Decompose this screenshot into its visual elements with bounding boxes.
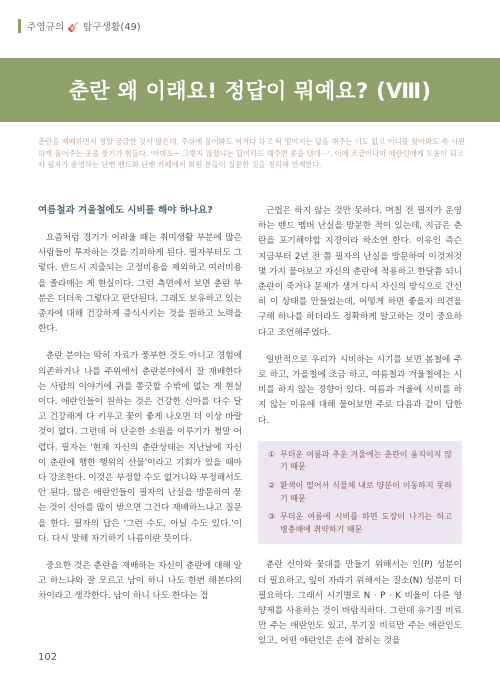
- callout-number: ②: [268, 481, 276, 491]
- series-header: [18, 18, 141, 34]
- callout-item: [268, 511, 452, 536]
- series-accent-bar: [18, 19, 21, 33]
- page-number: 102: [38, 652, 58, 663]
- reasons-callout-box: [258, 441, 462, 545]
- body-paragraph: 요즘처럼 경기가 어려울 때는 취미생활 부분에 많은 사람들이 투자하는 것을 기피하게 된다. 필자부터도 그렇다. 반드시 지출되는 고정비용을 제외하고 여러비용을 졸라매는 게 현실이다. 그런 측면에서 보면 춘란 부분은 더더욱 그렇다고 판단된다. 그래도 보유하고 있는 종자에 대해 건강하게 증식시키는 것을 원하고 노력을 한다.: [38, 233, 242, 335]
- series-label: 주영규의 🎸 탐구생활(49): [27, 22, 141, 33]
- title-banner: [0, 58, 500, 122]
- callout-number: ①: [268, 449, 276, 459]
- article-title: 춘란 왜 이래요! 정답이 뭐예요? (Ⅷ): [68, 79, 432, 103]
- body-paragraph: 춘란 분야는 딱히 자료가 풍부한 것도 아니고 경험에 의존하거나 나를 주위에서 춘란분야에서 잘 재배한다는 사람의 이야기에 귀를 쫑긋할 수밖에 없는 게 현실이다. 애란인들이 원하는 것은 건강한 신아를 다수 달고 건강해게 다 키우고 꽃이 좋게 나오면 더 이상 바랄 것이 없다. 그런데 이 단순한 소원을 이루기가 쩡말 어렵다. 필자는 '현재 자신의 춘란상태는 지난날에 자신이 춘란에 행한 행위의 산물'이라고 기회가 있을 때마다 강조한다. 이것은 부정할 수도 없거니와 부정해서도 안 된다. 많은 애란인들이 필자의 난실을 방문하여 묻는 것이 신아를 많이 받으면 그건다 재배하느냐고 질문을 한다. 필자의 답은 '그런 수도, 아닐 수도 있다.'이다. 다시 말해 자기하기 나름이란 뜻이다.: [38, 351, 242, 544]
- callout-text: 환색이 떨어서 식물체 내로 양분이 이동하지 못하기 때문: [280, 481, 452, 503]
- callout-item: [268, 449, 452, 474]
- right-column: [258, 204, 462, 650]
- callout-item: [268, 480, 452, 505]
- body-paragraph: 일반적으로 우리가 시비하는 시기를 보면 봄철에 주로 하고, 가을철에 조금 하고, 여름철과 겨울철에는 시비를 하지 않는 경향이 있다. 여름과 겨울에 시비를 하지 않는 이유에 대해 물어보면 주로 다음과 같이 답한다.: [258, 354, 462, 426]
- left-column: [38, 204, 242, 605]
- callout-number: ③: [268, 512, 276, 522]
- body-paragraph: 근법은 하지 않는 것만 못하다. 며칠 전 필자가 운영하는 밴드 멤버 난실을 방문한 적이 있는데, 지금은 춘란을 포기해야할 지경이라 하소연 한다. 이유인 즉슨 지금부터 2년 전 쯤 필자의 난실을 방문하여 이것저것 몇 가지 물어보고 자신의 춘란에 적용하고 한달쯤 되니 춘란이 죽거나 문제가 생겨 다시 자신의 방식으로 간신히 이 상태를 만들었는데, 어떻게 하면 좋을지 의견을 구해 하나를 하더라도 정확하게 알고하는 것이 중요하다고 조언해주었다.: [258, 206, 462, 338]
- body-paragraph: 춘란 신아와 꽃대를 만들기 위해서는 인(P) 성분이 더 필요하고, 잎이 자라기 위해서는 질소(N) 성분이 더 필요하다. 그래서 시기별로 N · P · K 비율이 다른 영양제를 사용하는 것이 바람직하다. 그런데 유기질 비료만 주는 애란인도 있고, 무기질 비료만 주는 애란인도 있고, 어떤 애란인은 손에 잡히는 것을: [258, 560, 462, 647]
- callout-text: 무더운 여름과 추운 겨울에는 춘란이 움직이지 않기 때문: [280, 449, 452, 472]
- lead-paragraph: 춘란을 재배하면서 정말 궁금한 것이 많은데, 주위에 물어봐도 여겨다 하고 딱 떨어지는 답을 해주는 이도 없고 어디를 찾아봐도 속 시원하게 풀어주는 곳을 찾기가 힘들다. '아마도~ 그렇지 않겠냐는 답이라도 해주면 좋을 텐데⋯'. 이에 조금이나마 애란인에게 도움이 되고자 필자가 운영하는 난밴 밴드와 난밴 카페에서 회원 분들이 질문한 것을 정리해 연재한다.: [38, 137, 466, 170]
- callout-text: 무더운 여름에 시비를 하면 도장이 나기는 하고 병충해에 취약하기 때문: [280, 512, 452, 534]
- section-heading: 여름철과 겨울철에도 시비를 해야 하나요?: [38, 205, 213, 216]
- body-paragraph: 중요한 것은 춘란을 재배하는 자신이 춘란에 대해 알고 하느냐와 잘 모르고 남이 하니 나도 한번 해본다의 차이라고 생각한다. 남이 하니 나도 한다는 접: [38, 561, 242, 602]
